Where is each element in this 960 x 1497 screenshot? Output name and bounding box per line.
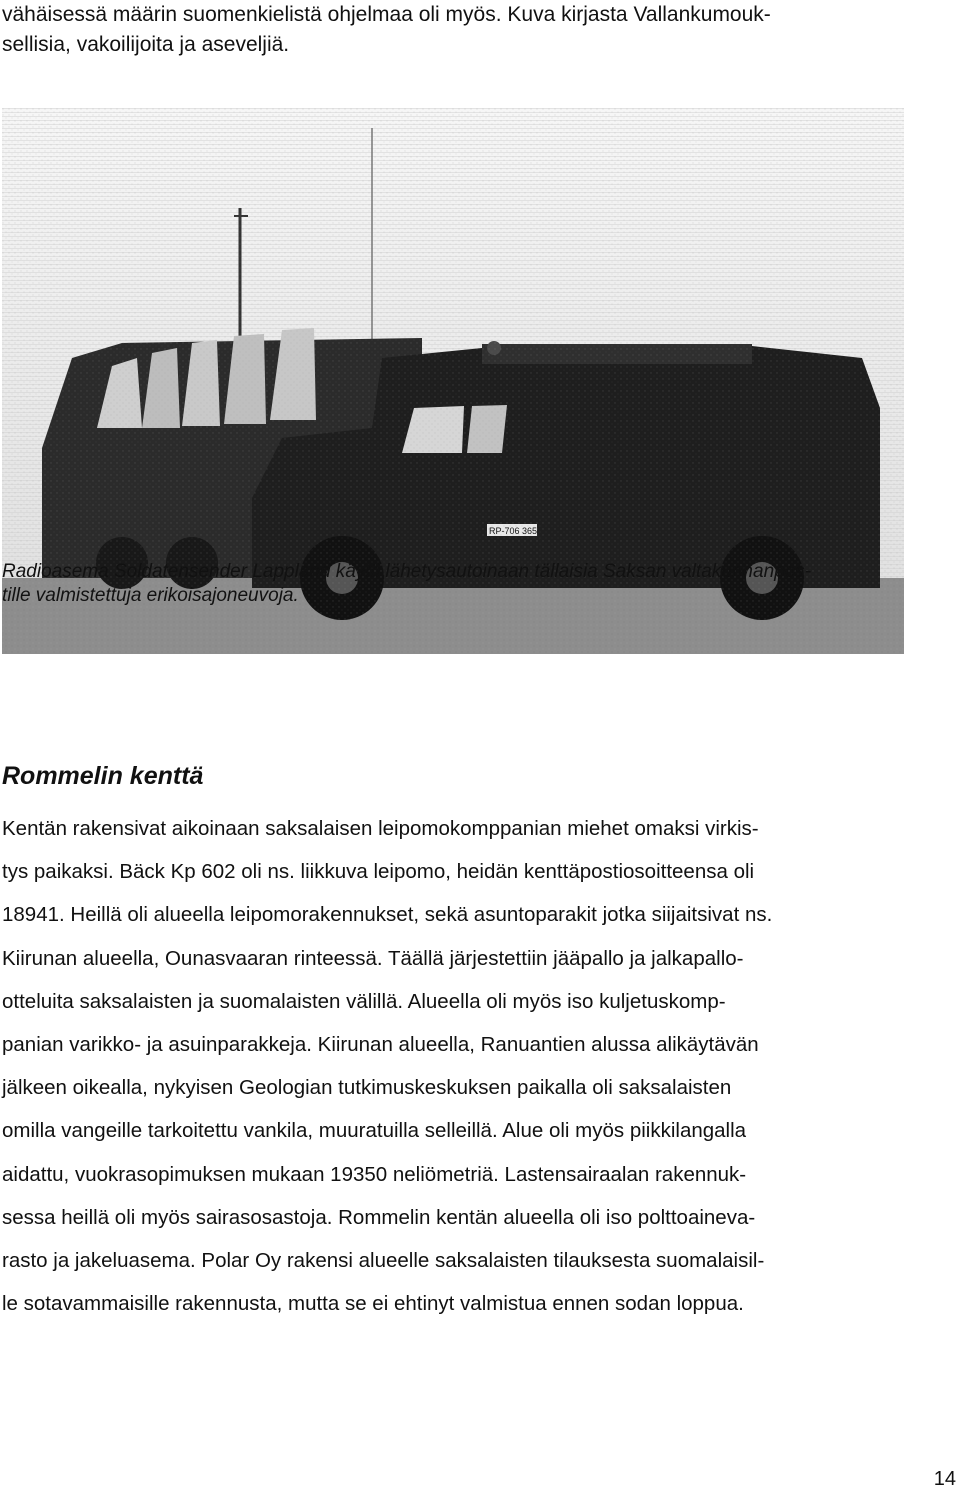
body-line: Kiirunan alueella, Ounasvaaran rinteessä. Täällä järjestettiin jääpallo ja jalkapallo- xyxy=(2,946,744,970)
body-line: panian varikko- ja asuinparakkeja. Kiirunan alueella, Ranuantien alussa alikäytävän xyxy=(2,1033,759,1057)
intro-line: vähäisessä määrin suomenkielistä ohjelmaa oli myös. Kuva kirjasta Vallankumouk- xyxy=(2,3,771,26)
photo-caption-line: Radioasema Soldatensender Lappland käytti lähetysautoinaan tällaisia Saksan valtakunnanpos- xyxy=(2,561,812,582)
body-line: tys paikaksi. Bäck Kp 602 oli ns. liikkuva leipomo, heidän kenttäpostiosoitteensa oli xyxy=(2,860,755,884)
body-line: jälkeen oikealla, nykyisen Geologian tutkimuskeskuksen paikalla oli saksalaisten xyxy=(2,1076,732,1100)
body-line: aidattu, vuokrasopimuksen mukaan 19350 neliömetriä. Lastensairaalan rakennuk- xyxy=(2,1162,747,1186)
body-line: 18941. Heillä oli alueella leipomorakennukset, sekä asuntoparakit jotka siijaitsivat ns. xyxy=(2,903,773,927)
page-number: 14 xyxy=(933,1468,956,1490)
photo-caption-line: tille valmistettuja erikoisajoneuvoja. xyxy=(2,585,299,606)
body-paragraph xyxy=(2,807,957,1325)
body-line: rasto ja jakeluasema. Polar Oy rakensi alueelle saksalaisten tilauksesta suomalaisil- xyxy=(2,1249,765,1273)
body-line: omilla vangeille tarkoitettu vankila, muuratuilla selleillä. Alue oli myös piikkilangalla xyxy=(2,1119,747,1143)
intro-paragraph xyxy=(2,0,952,60)
body-line: sessa heillä oli myös sairasosastoja. Rommelin kentän alueella oli iso polttoaineva- xyxy=(2,1205,756,1229)
body-line: le sotavammaisille rakennusta, mutta se ei ehtinyt valmistua ennen sodan loppua. xyxy=(2,1292,744,1316)
section-heading: Rommelin kenttä xyxy=(2,762,204,790)
intro-line: sellisia, vakoilijoita ja aseveljiä. xyxy=(2,33,290,56)
body-line: Kentän rakensivat aikoinaan saksalaisen leipomokomppanian miehet omaksi virkis- xyxy=(2,817,759,840)
photo-caption xyxy=(2,560,902,608)
body-line: otteluita saksalaisten ja suomalaisten välillä. Alueella oli myös iso kuljetuskomp- xyxy=(2,989,726,1013)
